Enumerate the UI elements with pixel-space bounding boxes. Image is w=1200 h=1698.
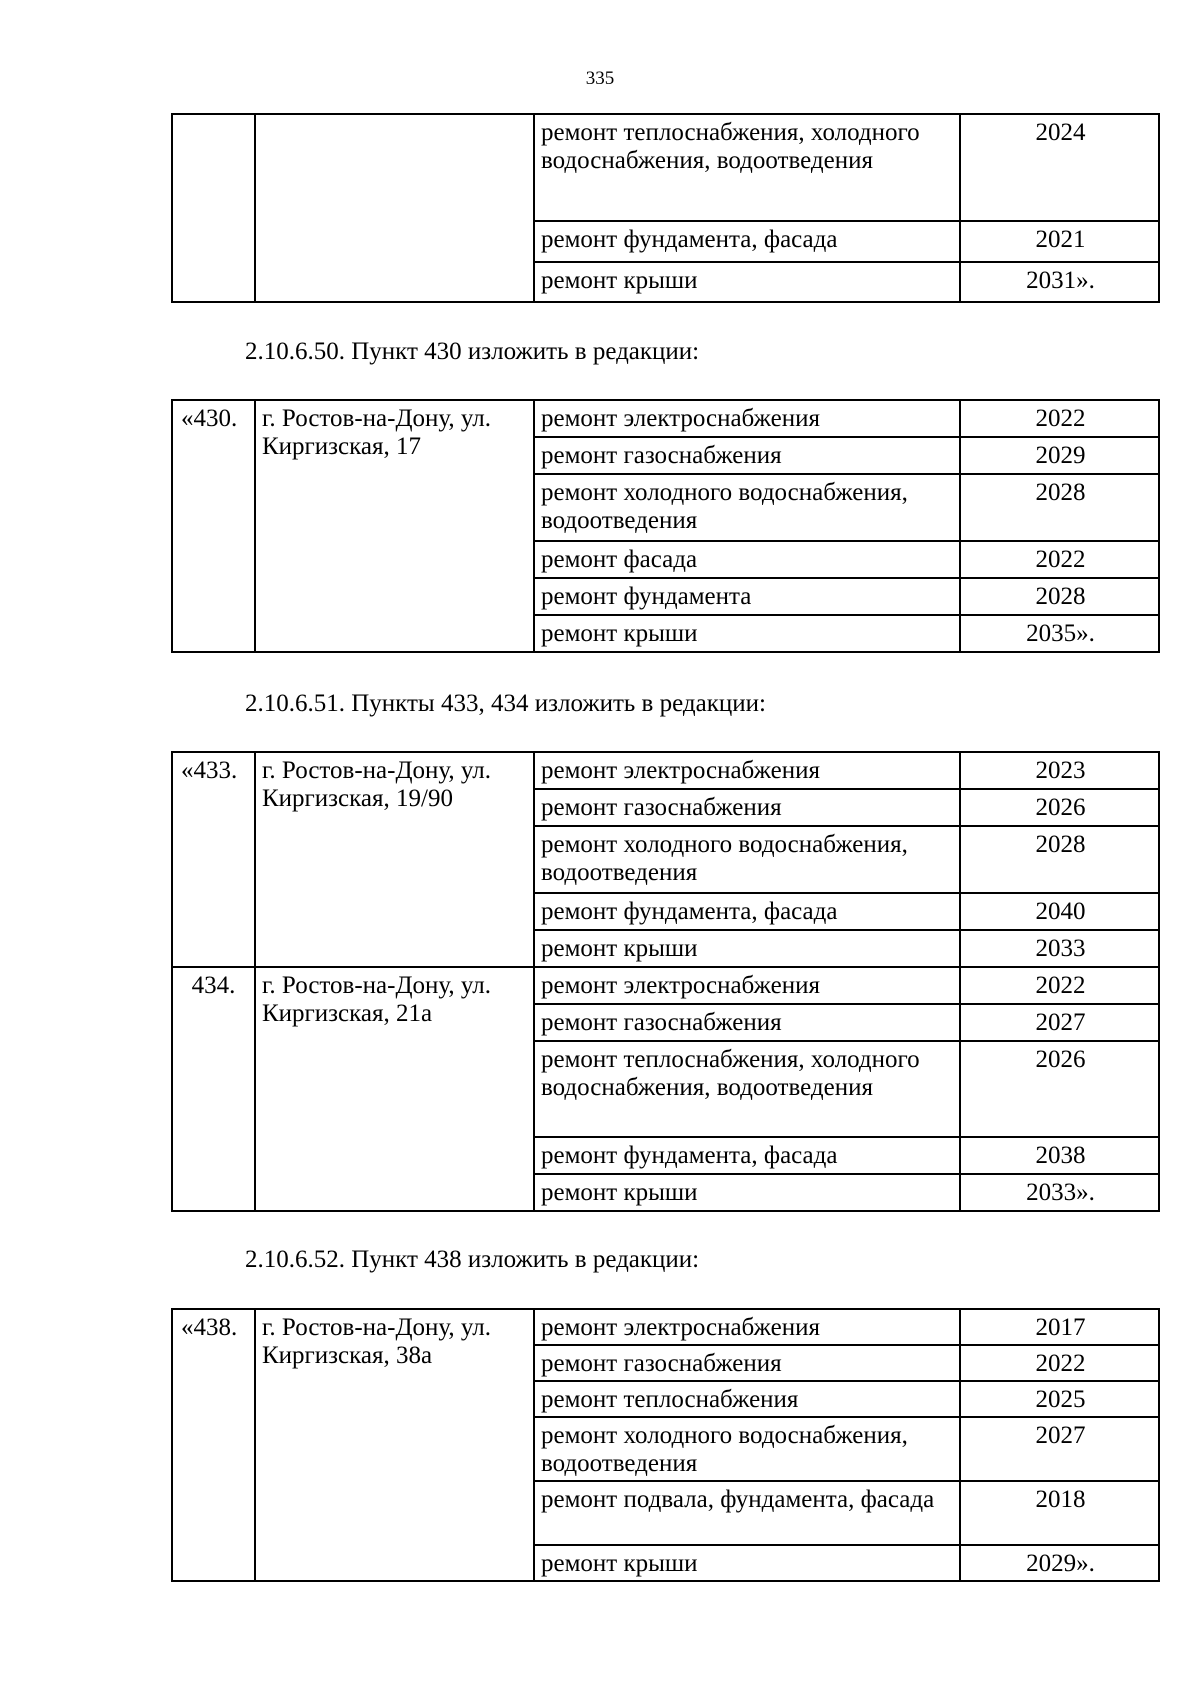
item-number: 434. — [172, 967, 255, 1211]
year-cell: 2029». — [960, 1545, 1159, 1581]
work-cell: ремонт газоснабжения — [534, 789, 960, 826]
work-cell: ремонт крыши — [534, 262, 960, 302]
work-cell: ремонт газоснабжения — [534, 437, 960, 474]
page-number: 335 — [585, 68, 615, 89]
year-cell: 2021 — [960, 221, 1159, 262]
address-cell: г. Ростов-на-Дону, ул. Киргизская, 21а — [255, 967, 534, 1211]
section-heading: 2.10.6.52. Пункт 438 изложить в редакции: — [245, 1246, 700, 1273]
work-cell: ремонт подвала, фундамента, фасада — [534, 1481, 960, 1545]
item-number: «430. — [172, 400, 255, 652]
work-cell: ремонт теплоснабжения, холодного водоснабжения, водоотведения — [534, 114, 960, 221]
year-cell: 2022 — [960, 1345, 1159, 1381]
year-cell: 2040 — [960, 893, 1159, 930]
year-cell: 2022 — [960, 967, 1159, 1004]
work-cell: ремонт крыши — [534, 930, 960, 967]
work-cell: ремонт холодного водоснабжения, водоотведения — [534, 1417, 960, 1481]
year-cell: 2018 — [960, 1481, 1159, 1545]
work-cell: ремонт фундамента, фасада — [534, 1137, 960, 1174]
work-cell: ремонт крыши — [534, 615, 960, 652]
repair-table-433-434 — [171, 751, 1160, 1212]
work-cell: ремонт электроснабжения — [534, 400, 960, 437]
year-cell: 2027 — [960, 1004, 1159, 1041]
year-cell: 2028 — [960, 578, 1159, 615]
work-cell: ремонт электроснабжения — [534, 752, 960, 789]
year-cell: 2022 — [960, 400, 1159, 437]
address-cell — [255, 114, 534, 302]
year-cell: 2033». — [960, 1174, 1159, 1211]
year-cell: 2038 — [960, 1137, 1159, 1174]
year-cell: 2033 — [960, 930, 1159, 967]
year-cell: 2026 — [960, 1041, 1159, 1137]
table-row — [172, 114, 1159, 221]
work-cell: ремонт теплоснабжения — [534, 1381, 960, 1417]
section-heading: 2.10.6.50. Пункт 430 изложить в редакции: — [245, 338, 700, 365]
repair-table-438 — [171, 1308, 1160, 1582]
table-row — [172, 752, 1159, 789]
year-cell: 2028 — [960, 826, 1159, 893]
repair-table-continuation — [171, 113, 1160, 303]
number-cell — [172, 114, 255, 302]
work-cell: ремонт электроснабжения — [534, 1309, 960, 1345]
work-cell: ремонт холодного водоснабжения, водоотведения — [534, 826, 960, 893]
year-cell: 2026 — [960, 789, 1159, 826]
work-cell: ремонт фундамента, фасада — [534, 893, 960, 930]
address-cell: г. Ростов-на-Дону, ул. Киргизская, 38а — [255, 1309, 534, 1581]
work-cell: ремонт крыши — [534, 1174, 960, 1211]
work-cell: ремонт газоснабжения — [534, 1004, 960, 1041]
repair-table-430 — [171, 399, 1160, 653]
work-cell: ремонт газоснабжения — [534, 1345, 960, 1381]
year-cell: 2029 — [960, 437, 1159, 474]
address-cell: г. Ростов-на-Дону, ул. Киргизская, 17 — [255, 400, 534, 652]
year-cell: 2023 — [960, 752, 1159, 789]
section-heading: 2.10.6.51. Пункты 433, 434 изложить в редакции: — [245, 690, 766, 717]
table-row — [172, 400, 1159, 437]
work-cell: ремонт холодного водоснабжения, водоотведения — [534, 474, 960, 541]
table-row — [172, 1309, 1159, 1345]
work-cell: ремонт теплоснабжения, холодного водоснабжения, водоотведения — [534, 1041, 960, 1137]
year-cell: 2035». — [960, 615, 1159, 652]
item-number: «438. — [172, 1309, 255, 1581]
work-cell: ремонт фасада — [534, 541, 960, 578]
year-cell: 2028 — [960, 474, 1159, 541]
work-cell: ремонт крыши — [534, 1545, 960, 1581]
year-cell: 2022 — [960, 541, 1159, 578]
table-row — [172, 967, 1159, 1004]
year-cell: 2027 — [960, 1417, 1159, 1481]
work-cell: ремонт фундамента — [534, 578, 960, 615]
item-number: «433. — [172, 752, 255, 967]
year-cell: 2025 — [960, 1381, 1159, 1417]
year-cell: 2031». — [960, 262, 1159, 302]
address-cell: г. Ростов-на-Дону, ул. Киргизская, 19/90 — [255, 752, 534, 967]
year-cell: 2017 — [960, 1309, 1159, 1345]
work-cell: ремонт электроснабжения — [534, 967, 960, 1004]
year-cell: 2024 — [960, 114, 1159, 221]
work-cell: ремонт фундамента, фасада — [534, 221, 960, 262]
